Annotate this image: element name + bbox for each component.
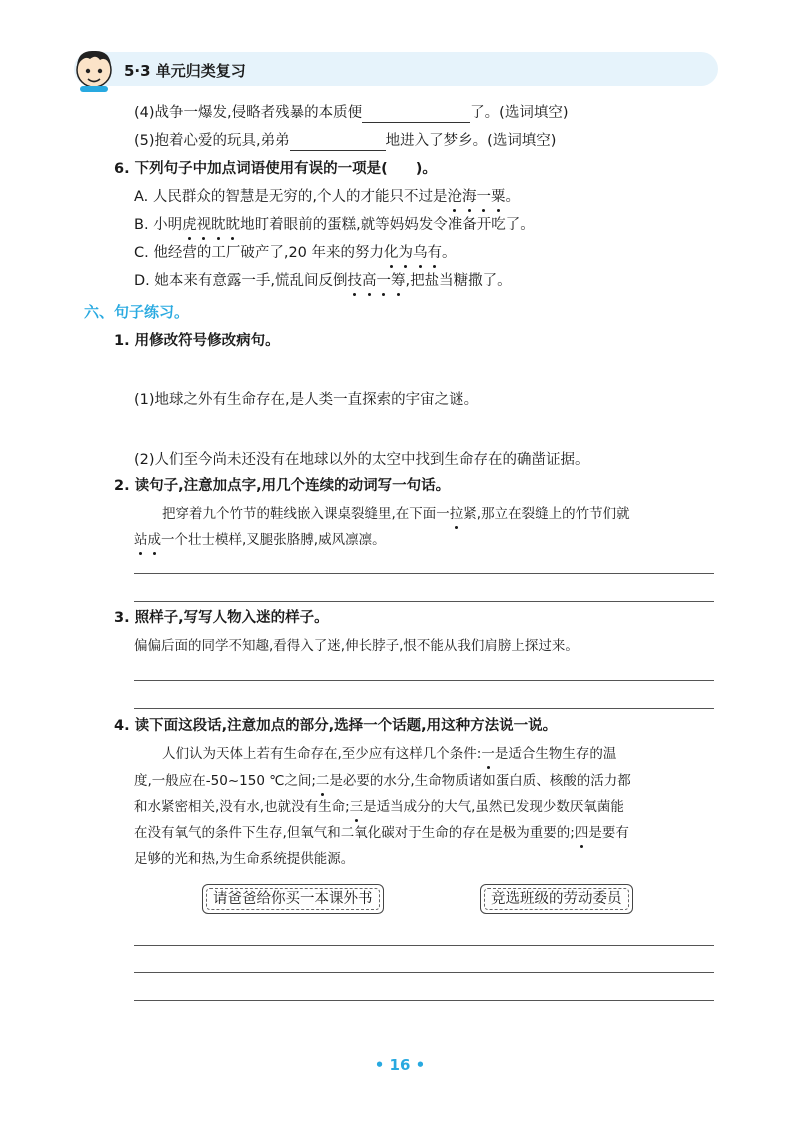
dotted-char: 海 (462, 189, 477, 205)
option-text: ,把盐当糖撒了。 (405, 273, 512, 289)
q5-item4-blank[interactable] (362, 106, 470, 123)
q6-option-d (134, 271, 512, 291)
dotted-char: 虎 (182, 217, 197, 233)
dotted-char: 二 (315, 773, 330, 789)
passage-text: 度,一般应在-50~150 ℃之间; (134, 773, 316, 789)
option-text: 地盯着眼前的蛋糕,就等妈妈发令准备开吃了。 (240, 217, 535, 233)
s3-stem: 3. 照样子,写写人物入迷的样子。 (114, 610, 329, 626)
option-text: 。 (442, 245, 457, 261)
dotted-char: 乌 (413, 245, 428, 261)
q5-item4-suffix: 了。(选词填空) (470, 105, 569, 121)
mascot-icon (70, 44, 118, 92)
answer-line[interactable] (134, 680, 714, 681)
dotted-char: 四 (574, 825, 589, 841)
passage-text: 是适当成分的大气,虽然已发现少数厌氧菌能 (363, 799, 624, 815)
s2-line2 (134, 530, 386, 550)
s4-line3 (134, 797, 624, 817)
q6-option-c (134, 243, 457, 263)
answer-line[interactable] (134, 1000, 714, 1001)
s4-line5: 足够的光和热,为生命系统提供能源。 (134, 851, 355, 867)
q5-item5-blank[interactable] (290, 134, 386, 151)
q6-option-b (134, 215, 535, 235)
passage-text: 在没有氧气的条件下生存,但氧气和二氧化碳对于生命的存在是极为重要的; (134, 825, 575, 841)
q5-item4 (134, 103, 568, 123)
page-number: • 16 • (374, 1056, 426, 1074)
dotted-char: 成 (147, 532, 161, 548)
topic-card-book[interactable] (202, 884, 384, 914)
q5-item5-suffix: 地进入了梦乡。(选词填空) (385, 133, 557, 149)
dotted-char: 粟 (491, 189, 506, 205)
q6-option-a (134, 187, 520, 207)
topic-card-monitor[interactable] (480, 884, 633, 914)
option-text: 。 (505, 189, 520, 205)
passage-text: 把穿着九个竹节的鞋线嵌入课桌裂缝里,在下面一 (162, 506, 450, 522)
q6-stem-end: )。 (415, 161, 437, 177)
q6-stem (114, 159, 437, 179)
answer-line[interactable] (134, 972, 714, 973)
s2-line1 (162, 504, 630, 524)
dotted-char: 拉 (449, 506, 464, 522)
s4-line2 (134, 771, 631, 791)
s1-item1: (1)地球之外有生命存在,是人类一直探索的宇宙之谜。 (134, 392, 479, 408)
dotted-char: 眈 (211, 217, 226, 233)
answer-line[interactable] (134, 601, 714, 602)
dotted-char: 眈 (225, 217, 241, 233)
passage-text: 紧,那立在裂缝上的竹节们就 (463, 506, 630, 522)
passage-text: 是适合生物生存的温 (494, 746, 617, 762)
answer-line[interactable] (134, 945, 714, 946)
passage-text: 和水紧密相关,没有水,也就没有生命; (134, 799, 350, 815)
dotted-char: 为 (398, 245, 414, 261)
dotted-char: 一 (476, 189, 491, 205)
dotted-char: 技 (347, 273, 362, 289)
s1-stem: 1. 用修改符号修改病句。 (114, 333, 280, 349)
q6-stem-text: 6. 下列句子中加点词语使用有误的一项是( (114, 161, 388, 177)
topic-label: 请爸爸给你买一本课外书 (213, 891, 373, 907)
dotted-char: 筹 (391, 273, 406, 289)
s4-line1 (162, 744, 616, 764)
passage-text: 是要有 (588, 825, 629, 841)
dotted-char: 站 (134, 532, 148, 548)
answer-line[interactable] (134, 573, 714, 574)
answer-line[interactable] (134, 708, 714, 709)
option-text: D. 她本来有意露一手,慌乱间反倒 (134, 273, 348, 289)
dotted-char: 化 (384, 245, 399, 261)
section-six-title: 六、句子练习。 (84, 303, 190, 321)
dotted-char: 视 (196, 217, 212, 233)
option-text: B. 小明 (134, 217, 183, 233)
option-text: A. 人民群众的智慧是无穷的,个人的才能只不过是 (134, 189, 448, 205)
s3-example: 偏偏后面的同学不知趣,看得入了迷,伸长脖子,恨不能从我们肩膀上探过来。 (134, 638, 579, 654)
s4-line4 (134, 823, 629, 843)
dotted-char: 有 (427, 245, 443, 261)
option-text: C. 他经营的工厂破产了,20 年来的努力 (134, 245, 385, 261)
dotted-char: 三 (349, 799, 364, 815)
passage-text: 人们认为天体上若有生命存在,至少应有这样几个条件: (162, 746, 482, 762)
passage-text: 一个壮士模样,叉腿张胳膊,威风凛凛。 (161, 532, 386, 548)
s1-item2: (2)人们至今尚未还没有在地球以外的太空中找到生命存在的确凿证据。 (134, 452, 590, 468)
dotted-char: 一 (481, 746, 495, 762)
passage-text: 是必要的水分,生命物质诸如蛋白质、核酸的活力都 (329, 773, 631, 789)
q5-item5-text: (5)抱着心爱的玩具,弟弟 (134, 133, 290, 149)
dotted-char: 高 (362, 273, 377, 289)
q5-item5 (134, 131, 556, 151)
header-title: 5·3 单元归类复习 (124, 62, 246, 80)
dotted-char: 一 (376, 273, 391, 289)
s4-stem: 4. 读下面这段话,注意加点的部分,选择一个话题,用这种方法说一说。 (114, 718, 558, 734)
dotted-char: 沧 (447, 189, 462, 205)
q5-item4-text: (4)战争一爆发,侵略者残暴的本质便 (134, 105, 363, 121)
q6-answer-slot[interactable] (388, 163, 416, 179)
topic-label: 竞选班级的劳动委员 (491, 891, 622, 907)
s2-stem: 2. 读句子,注意加点字,用几个连续的动词写一句话。 (114, 478, 451, 494)
